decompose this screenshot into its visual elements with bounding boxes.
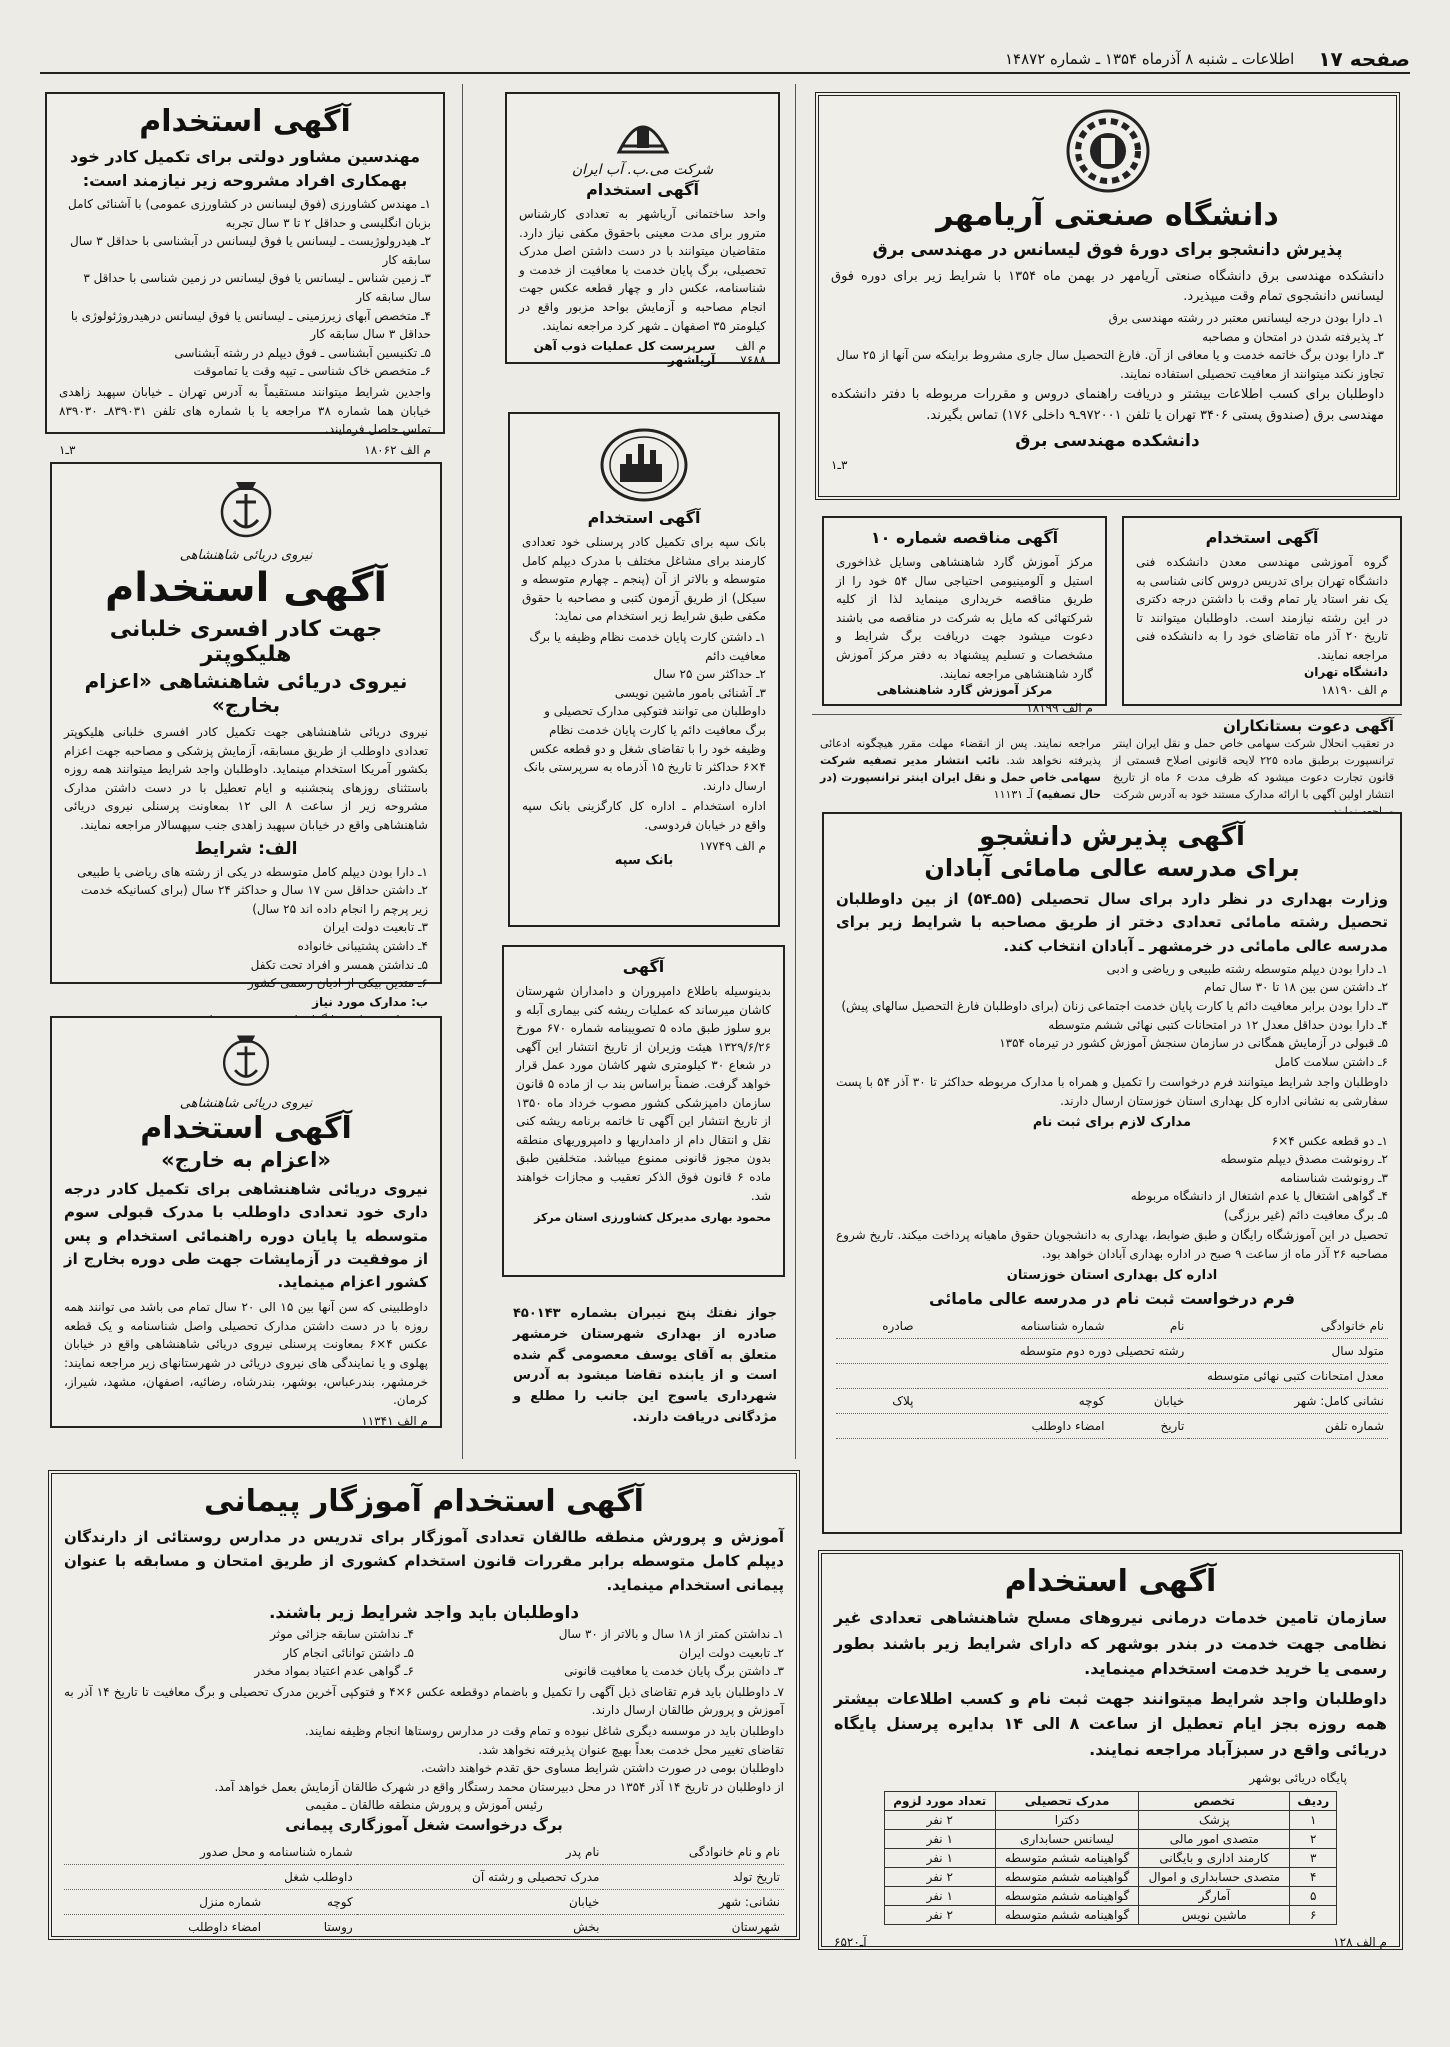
ad-lead: وزارت بهداری در نظر دارد برای سال تحصیلی (۵۵ـ۵۴) از بین داوطلبان تحصیل رشته مامائی تعدادی دختر از طریق مصاحبه با شرایط زیر برای مدرسه عالی مامائی در خرمشهر ـ آبادان انتخاب کند. [836, 890, 1388, 955]
list-item: ۵ـ قبولی در آزمایش همگانی در سازمان سنجش آموزش کشور در تیرماه ۱۳۵۴ [999, 1036, 1388, 1051]
list-item: ۳ـ دارا بودن برگ خاتمه خدمت و یا معافی از آن. فارغ التحصیل سال جاری مشروط براینکه سن آنها از ۲۵ سال تجاوز نکند میتوانند از معافیت تحصیلی استفاده نمایند. [836, 348, 1384, 381]
ad-signature: سرپرست کل عملیات ذوب آهن آریاشهر [533, 339, 716, 368]
ad-body: داوطلبینی که سن آنها بین ۱۵ الی ۲۰ سال تمام می باشد می توانند همه روزه با در دست داشتن مدارک تحصیلی واصل شناسنامه و یک قطعه عکس ۴×۶ بمعاونت پرسنلی نیروی دریائی شاهنشاهی واقع در خیابان پهلوی و یا نمایندگی های نیروی دریائی در شهرستانهای زیر مراجعه نمایند: خرمشهر، بندرعباس، بوشهر، بندرشاه، رضائیه، اصفهان، مشهد، شیراز، کرمان. [64, 1300, 429, 1408]
form-field[interactable]: پلاک [836, 1388, 918, 1413]
list-item: ۶ـ متخصص خاک شناسی ـ تیپه وقت یا تماموقت [193, 364, 431, 379]
ad-signature: اداره کل بهداری استان خوزستان [1006, 1267, 1218, 1283]
ad-ref: م الف ۱۷۷۴۹ [699, 838, 766, 853]
ad-body: مرکز آموزش گارد شاهنشاهی وسایل غذاخوری استیل و آلومینیومی احتیاجی سال ۵۴ خود را از طریق مناقصه خریداری مینماید لذا از کلیه شرکتهائی که مایل به شرکت در مناقصه می باشند دعوت میشود جهت دریافت برگ شرایط و مشخصات و تسلیم پیشنهاد به دفتر مرکز آموزش گارد شاهنشاهی مراجعه نمایند. [836, 555, 1093, 681]
table-cell: ۳ [1290, 1848, 1337, 1867]
ad-creditors [812, 714, 1402, 804]
form-title: فرم درخواست ثبت نام در مدرسه عالی مامائی [929, 1288, 1295, 1308]
ad-body: نیروی دریائی شاهنشاهی جهت تکمیل کادر افسری خلبانی هلیکوپتر تعدادی داوطلب از طریق مسابقه، آزمایش پزشکی و مصاحبه جهت اعزام بکشور آمریکا استخدام مینماید. داوطلبان واجد شرایط میتوانند همه روزه باستثنای روزهای پنجشنبه و ایام تعطیل با در دست داشتن مدارک مشروحه زیر از ساعت ۸ الی ۱۲ بمعاونت پرسنلی نیروی دریائی شاهنشاهی واقع در خیابان سپهبد زاهدی جنب سپهسالار مراجعه نمایند. [64, 725, 428, 832]
ad-body: گروه آموزشی مهندسی معدن دانشکده فنی دانشگاه تهران برای تدریس دروس کانی شناسی به یک نفر استاد یار تمام وقت با داشتن درجه دکتری در این رشته نیازمند است. داوطلبان میتوانند تا تاریخ ۲۰ آذر ماه تقاضای خود را به دانشکده فنی مراجعه نمایند. [1136, 555, 1388, 662]
table-cell: ۱ [1290, 1810, 1337, 1829]
form-field[interactable]: صادره [836, 1314, 918, 1339]
table-cell: ۵ [1290, 1886, 1337, 1905]
ad-footer: واجدین شرایط میتوانند مستقیماً به آدرس تهران ـ خیابان سپهبد زاهدی خیابان هما شماره ۳۸ مراجعه یا با شماره های تلفن ۸۳۹۰۳۱ـ ۸۳۹۰۳۰ تماس حاصل فرمایند. [59, 384, 431, 437]
list-item: ۷ـ داوطلبان باید فرم تقاضای ذیل آگهی را تکمیل و باضمام دوقطعه عکس ۶×۴ و فتوکپی آخرین مدرک تحصیلی و برگ معافیت تا تاریخ ۱۴ آذر به آموزش و پرورش طالقان ارسال دارند. [64, 1684, 784, 1718]
conditions-title: الف: شرایط [194, 838, 298, 859]
ad-intro: دانشکده مهندسی برق دانشگاه صنعتی آریامهر در بهمن ماه ۱۳۵۴ با شرایط زیر برای دوره فوق لیسانس دانشجوی تمام وقت میپذیرد. [831, 268, 1384, 304]
note-item: از داوطلبان در تاریخ ۱۴ آذر ۱۳۵۴ در محل دبیرستان محمد رستگار واقع در شهرک طالقان آزمایش بعمل خواهد آمد. [214, 1779, 784, 1794]
note-item: داوطلبان بومی در صورت داشتن شرایط مساوی حق تقدم خواهند داشت. [420, 1761, 784, 1776]
form-field[interactable]: خیابان [357, 1890, 604, 1915]
list-item: ۲ـ پذیرفته شدن در امتحان و مصاحبه [1202, 329, 1384, 344]
ad-title: آگهی استخدام [104, 565, 388, 611]
form-field[interactable]: بخش [357, 1915, 604, 1940]
ad-signature: بانک سپه [614, 852, 674, 868]
form-field[interactable]: معدل امتحانات کتبی نهائی متوسطه [836, 1363, 1388, 1388]
form-title: برگ درخواست شغل آموزگاری پیمانی [285, 1816, 563, 1835]
ad-body: جواز نفتك پنج نيبران بشماره ۴۵۰۱۴۳ صادره از بهداری شهرستان خرمشهر متعلق به آقای یوسف معصومی گم شده است و از یابنده تقاضا میشود به آدرس شهرداری یاسوج این جانب را مطلع و مژدگانی دریافت دارند. [513, 1306, 777, 1425]
table-row [884, 1905, 1336, 1924]
ad-body: داوطلبان واجد شرایط میتوانند جهت ثبت نام و کسب اطلاعات بیشتر همه روزه بجز ایام تعطیل از ساعت ۸ الی ۱۴ بدایره پرسنل پایگاه دریائی واقع در سبزآباد مراجعه نمایند. [834, 1688, 1387, 1759]
table-cell: پزشک [1139, 1810, 1290, 1829]
table-cell: ۱ نفر [884, 1886, 995, 1905]
list-item: ۱ـ دارا بودن درجه لیسانس معتبر در رشته مهندسی برق [1108, 311, 1384, 326]
table-cell: ۶ [1290, 1905, 1337, 1924]
conditions-title: داوطلبان باید واجد شرایط زیر باشند. [268, 1603, 580, 1623]
page-number: صفحه ۱۷ [1318, 47, 1410, 71]
form-field[interactable]: شهرستان [603, 1915, 784, 1940]
list-item: ۵ـ نداشتن همسر و افراد تحت تکفل [250, 957, 428, 972]
ad-title: آگهی استخدام [139, 104, 351, 139]
university-gear-emblem-icon [1065, 108, 1151, 194]
ad-aryamehr [815, 92, 1400, 500]
ad-water-company [505, 92, 780, 368]
emblem-caption: نیروی دریائی شاهنشاهی [179, 548, 313, 563]
list-item: ۶ـ گواهی عدم اعتیاد بمواد مخدر [254, 1664, 414, 1679]
list-item: ۱ـ دو قطعه عکس ۴×۶ [1271, 1133, 1388, 1148]
ad-tehran-university [1122, 516, 1402, 706]
table-row [884, 1886, 1336, 1905]
ad-title-2: برای مدرسه عالی مامائی آبادان [924, 854, 1300, 882]
ad-ref: م الف ۷۶۸۸ [735, 339, 766, 368]
ad-ref: آـ ۱۱۱۳۱ [993, 788, 1033, 802]
ad-ref: م الف ۱۸۱۹۹ [1026, 701, 1093, 716]
ad-subtitle: جهت کادر افسری خلبانی هلیکوپتر [109, 617, 383, 667]
table-cell: ۱ نفر [884, 1829, 995, 1848]
table-cell: گواهینامه ششم متوسطه [995, 1886, 1139, 1905]
navy-anchor-emblem-icon [218, 476, 274, 544]
form-field[interactable]: نشانی: شهر [603, 1890, 784, 1915]
page-header [40, 46, 1410, 74]
ad-title: آگهی دعوت بستانکاران [1222, 717, 1394, 735]
list-item: ۶ـ داشتن سلامت کامل [1274, 1054, 1388, 1069]
ad-title: آگهی پذیرش دانشجو [979, 822, 1245, 852]
ad-livestock-notice [502, 945, 785, 1277]
ad-signature: نائب انتشار مدیر تصفیه شرکت سهامی خاص حمل و نقل ایران اینتر ترانسپورت (در حال تصفیه) [820, 754, 1101, 802]
ad-footer: اداره استخدام ـ اداره کل کارگزینی بانک سپه واقع در خیابان فردوسی. [522, 799, 766, 832]
ad-body: داوطلبان واجد شرایط میتوانند فرم درخواست را تکمیل و همراه با مدارک مربوطه حداکثر تا ۳۰ آذر ۵۴ با پست سفارشی به نشانی اداره کل بهداری استان خوزستان ارسال دارند. [836, 1075, 1388, 1108]
ad-subtitle: پذیرش دانشجو برای دورهٔ فوق لیسانس در مهندسی برق [872, 240, 1343, 260]
ad-subtitle: «اعزام به خارج» [161, 1148, 331, 1172]
form-field[interactable]: نام و نام خانوادگی [603, 1840, 784, 1865]
list-item: ۴ـ داشتن پشتیبانی خانواده [297, 938, 428, 953]
list-item: ۵ـ داشتن توانائی انجام کار [283, 1645, 414, 1660]
form-field[interactable]: کوچه [265, 1890, 357, 1915]
form-field[interactable]: شماره تلفن [1188, 1413, 1388, 1438]
form-field[interactable]: امضاء داوطلب [836, 1413, 1109, 1438]
form-field[interactable]: روستا [265, 1915, 357, 1940]
ad-consultants [45, 92, 445, 457]
list-item: ۵ـ تکنیسین آبشناسی ـ فوق دیپلم در رشته آبشناسی [174, 345, 431, 360]
ad-title: آگهی استخدام [587, 508, 701, 527]
form-field[interactable]: نام خانوادگی [1188, 1314, 1388, 1339]
table-cell: ۴ [1290, 1867, 1337, 1886]
form-field[interactable]: داوطلب شغل [64, 1865, 357, 1890]
column-divider [795, 84, 796, 1459]
ad-body: بدینوسیله باطلاع دامپروران و دامداران شهرستان کاشان میرساند که عملیات ریشه کنی بیماری آبله و برو سلوز طبق ماده ۵ تصویبنامه شماره ۶۷۰ مورخ ۱۳۲۹/۶/۲۶ هیئت وزیران از تاریخ انتشار این آگهی در شعاع ۳۰ کیلومتری شهر کاشان مورد عمل قرار خواهد گرفت. ضمناً براساس بند ب از ماده ۵ قانون سازمان دامپزشکی کشور مصوب خرداد ماه ۱۳۵۰ از تاریخ انتشار این آگهی تا خاتمه برنامه ریشه کنی نقل و انتقال دام از دامداریها و دامپروریهای منطقه بدون مجوز قانونی ممنوع میباشد. متخلفین طبق ماده ۶ قانون فوق الذکر تعقیب و مجازات خواهند شد. [516, 984, 772, 1203]
ad-title: آگهی استخدام [586, 180, 699, 199]
ad-title: آگهی استخدام آموزگار پیمانی [204, 1484, 644, 1519]
form-field[interactable]: شماره شناسنامه [918, 1314, 1109, 1339]
docs-title: مدارک لازم برای ثبت نام [1032, 1114, 1192, 1130]
ad-title: آگهی استخدام [1205, 528, 1319, 547]
list-item: ۳ـ دارا بودن برابر معافیت دائم یا کارت پایان خدمت اجتماعی زنان (برای داوطلبان فارغ التحصیل سالهای پیش) [841, 998, 1388, 1013]
list-item: ۴ـ متخصص آبهای زیرزمینی ـ لیسانس یا فوق لیسانس درهیدروژئولوژی با حداقل ۳ سال سابقه کار [70, 308, 431, 342]
emblem-caption: نیروی دریائی شاهنشاهی [179, 1096, 313, 1111]
table-cell: ۲ [1290, 1829, 1337, 1848]
table-header: مدرک تحصیلی [995, 1791, 1139, 1810]
table-caption: پایگاه دریائی بوشهر [1249, 1770, 1347, 1785]
ad-body: واحد ساختمانی آریاشهر به تعدادی کارشناس مترور برای مدت معینی باحقوق مکفی نیاز دارد. متقاضیان میتوانند با در دست داشتن اصل مدرک تحصیلی، برگ پایان خدمت یا معافیت از خدمت و شناسنامه، عکس دار و چهار قطعه عکس جهت انجام مصاحبه و آزمایش بواحد مزبور واقع در کیلومتر ۳۵ اصفهان ـ شهر کرد مراجعه نمایند. [519, 207, 766, 333]
list-item: داوطلبان می توانند فتوکپی مدارک تحصیلی و برگ معافیت دائم یا کارت پایان خدمت نظام وظیفه خود را با تقاضای شغل و دو قطعه عکس ۴×۶ حداکثر تا تاریخ ۱۵ آذرماه به سرپرستی بانک ارسال دارند. [523, 704, 766, 793]
table-cell: گواهینامه ششم متوسطه [995, 1867, 1139, 1886]
note-item: تقاضای تغییر محل خدمت بعداً بهیچ عنوان پذیرفته نخواهد شد. [478, 1742, 784, 1757]
ad-subtitle-2: نیروی دریائی شاهنشاهی «اعزام بخارج» [84, 669, 408, 717]
form-field[interactable]: خیابان [1109, 1388, 1189, 1413]
list-item: ۱ـ دارا بودن دیپلم کامل متوسطه در یکی از رشته های ریاضی یا طبیعی [77, 864, 428, 879]
ad-title: آگهی استخدام [140, 1111, 352, 1146]
list-item: ۲ـ حداکثر سن ۲۵ سال [653, 667, 766, 682]
list-item: ۳ـ رونوشت شناسنامه [1279, 1170, 1388, 1185]
list-item: ۲ـ داشتن حداقل سن ۱۷ سال و حداکثر ۲۴ سال (برای کسانیکه خدمت زیر پرچم را انجام داده اند ۲۵ سال) [80, 883, 428, 916]
ad-signature: محمود بهاری مدیرکل کشاورزی استان مرکز [534, 1211, 771, 1225]
form-field[interactable]: نام پدر [357, 1840, 604, 1865]
ad-bank-sepah [508, 412, 780, 927]
ad-signature: مرکز آموزش گارد شاهنشاهی [876, 683, 1053, 698]
table-header: تخصص [1139, 1791, 1290, 1810]
table-row [884, 1867, 1336, 1886]
form-field[interactable]: مدرک تحصیلی و رشته آن [357, 1865, 604, 1890]
note-item: داوطلبان باید در موسسه دیگری شاغل نبوده و تمام وقت در مدارس روستاها انجام وظیفه نمایند. [304, 1723, 784, 1738]
ad-ref: م الف ۱۲۸ [1333, 1934, 1387, 1949]
ad-midwifery-school [822, 812, 1402, 1534]
list-item: ۳ـ آشنائی بامور ماشین نویسی [614, 685, 766, 700]
table-cell: ماشین نویس [1139, 1905, 1290, 1924]
ad-ref: م الف ۱۱۳۴۱ [361, 1413, 428, 1428]
ad-tender [822, 516, 1107, 716]
ad-tail: تحصیل در این آموزشگاه رایگان و طبق ضوابط، بهداری به دانشجویان حقوق ماهیانه پرداخت میکند. تاریخ شروع مصاحبه ۲۶ آذر ماه از ساعت ۹ صبح در اداره بهداری آبادان خواهد بود. [836, 1228, 1388, 1262]
bank-emblem-icon [598, 426, 690, 504]
table-cell: دکترا [995, 1810, 1139, 1829]
form-field[interactable]: کوچه [918, 1388, 1109, 1413]
form-field[interactable]: نشانی کامل: شهر [1188, 1388, 1388, 1413]
ad-title: دانشگاه صنعتی آریامهر [936, 198, 1279, 233]
form-field[interactable]: تاریخ تولد [603, 1865, 784, 1890]
list-item: ۱ـ مهندس کشاورزی (فوق لیسانس در کشاورزی عمومی) با آشنائی کامل بزبان انگلیسی و حداقل ۲ تا ۳ سال تجربه [68, 197, 431, 230]
ad-title: آگهی استخدام [1004, 1564, 1217, 1599]
list-item: ۳ـ داشتن برگ پایان خدمت یا معافیت قانونی [564, 1664, 784, 1679]
form-field[interactable]: شماره منزل [64, 1890, 265, 1915]
form-field[interactable]: متولد سال [1188, 1338, 1388, 1363]
navy-anchor-emblem-icon [220, 1030, 272, 1092]
list-item: ۵ـ برگ معافیت دائم (غیر برزگی) [1223, 1207, 1388, 1222]
ad-signature: دانشگاه تهران [1304, 664, 1388, 679]
ad-lead: نیروی دریائی شاهنشاهی برای تکمیل کادر درجه داری خود تعدادی داوطلب با مدرک قبولی سوم متوسطه یا پایان دوره راهنمائی استخدام و پس از موفقیت در آزمایشات جهت طی دوره بخارج از کشور اعزام مینماید. [64, 1180, 428, 1291]
ad-navy-helicopter [50, 462, 442, 1009]
list-item: ۶ـ متدین بیکی از ادیان رسمی کشور [247, 976, 428, 991]
ad-navy-abroad [50, 1016, 442, 1428]
ad-ref-run: آـ۶۵۲۰ [834, 1934, 867, 1949]
ad-medical-services [818, 1550, 1403, 1950]
list-item: ۴ـ نداشتن سابقه جزائی موثر [270, 1627, 414, 1641]
table-cell: متصدی امور مالی [1139, 1829, 1290, 1848]
table-cell: کارمند اداری و بایگانی [1139, 1848, 1290, 1867]
registration-form [836, 1314, 1388, 1439]
list-item: ۳ـ تابعیت دولت ایران [323, 920, 428, 935]
issue-info: اطلاعات ـ شنبه ۸ آذرماه ۱۳۵۴ ـ شماره ۱۴۸۷۲ [1004, 50, 1295, 68]
staff-table [884, 1791, 1337, 1925]
table-row [884, 1810, 1336, 1829]
list-item: ۲ـ داشتن سن بین ۱۸ تا ۳۰ سال تمام [1204, 980, 1388, 995]
list-item: ۱ـ داشتن کارت پایان خدمت نظام وظیفه یا برگ معافیت دائم [529, 629, 766, 663]
list-item: ۴ـ گواهی اشتغال یا عدم اشتغال از دانشگاه مربوطه [1130, 1189, 1388, 1204]
table-cell: گواهینامه ششم متوسطه [995, 1848, 1139, 1867]
ad-ref-run: ۳ـ۱ [59, 442, 76, 457]
table-row [884, 1848, 1336, 1867]
ad-title: آگهی [622, 957, 665, 976]
company-name: شرکت می.ب. آب ایران [571, 162, 714, 178]
table-header: ردیف [1290, 1791, 1337, 1810]
company-logo-icon [613, 106, 673, 158]
table-cell: گواهینامه ششم متوسطه [995, 1905, 1139, 1924]
list-item: ب: مدارک مورد نیاز [312, 994, 428, 1009]
list-item: ۱ـ دارا بودن دیپلم متوسطه رشته طبیعی و ریاضی و ادبی [1106, 961, 1388, 976]
form-field[interactable]: نام [1109, 1314, 1189, 1339]
list-item: ۲ـ تابعیت دولت ایران [679, 1645, 784, 1660]
list-item: ۲ـ رونوشت مصدق دیپلم متوسطه [1220, 1152, 1388, 1167]
ad-title: آگهی مناقصه شماره ۱۰ [870, 528, 1059, 547]
ad-contract-teachers [48, 1470, 800, 1940]
form-field[interactable]: رشته تحصیلی دوره دوم متوسطه [836, 1338, 1188, 1363]
ad-ref: ۳ـ۱ [831, 457, 848, 472]
table-cell: لیسانس حسابداری [995, 1829, 1139, 1848]
table-cell: متصدی حسابداری و اموال [1139, 1867, 1290, 1886]
application-form [64, 1840, 784, 1940]
table-cell: ۱ نفر [884, 1848, 995, 1867]
table-cell: ۲ نفر [884, 1867, 995, 1886]
list-item: ۳ـ زمین شناس ـ لیسانس یا فوق لیسانس در زمین شناسی با حداقل ۳ سال سابقه کار [83, 271, 431, 304]
ad-footer: داوطلبان برای کسب اطلاعات بیشتر و دریافت راهنمای دروس و مقررات مربوطه با دفتر دانشکده مهندسی برق (صندوق پستی ۳۴۰۶ تهران یا تلفن ۹۷۲۰۰۱ـ۹ داخلی ۱۷۶) تماس بگیرند. [831, 387, 1384, 423]
table-header: تعداد مورد لزوم [884, 1791, 995, 1810]
ad-note: مراجعه نمایند. پس از انقضاء مهلت مقرر هیچگونه ادعائی پذیرفته نخواهد شد. [820, 737, 1102, 768]
ad-ref: م الف ۱۸۱۹۰ [1321, 682, 1388, 697]
ad-subtitle: مهندسین مشاور دولتی برای تکمیل کادر خود بهمکاری افراد مشروحه زیر نیازمند است: [69, 147, 421, 190]
ad-lead: سازمان تامین خدمات درمانی نیروهای مسلح شاهنشاهی تعدادی غیر نظامی جهت خدمت در بندر بوشهر که دارای شرایط زیر باشند بطور رسمی یا خرید خدمت استخدام مینماید. [834, 1608, 1387, 1679]
column-divider [462, 84, 463, 1459]
list-item: ۱ـ نداشتن کمتر از ۱۸ سال و بالاتر از ۳۰ سال [558, 1627, 784, 1641]
form-field[interactable]: شماره شناسنامه و محل صدور [64, 1840, 357, 1865]
ad-lost-permit [505, 1298, 785, 1428]
table-cell: ۲ نفر [884, 1905, 995, 1924]
ad-intro: بانک سپه برای تکمیل کادر پرسنلی خود تعدادی کارمند برای مشاغل مختلف با مدرک دیپلم کامل متوسطه و بالاتر از آن (پنجم ـ چهارم متوسطه و سیکل) از طریق آزمون کتبی و مصاحبه با حقوق مکفی طبق شرایط زیر استخدام می نماید: [522, 535, 766, 624]
ad-ref: م الف ۱۸۰۶۲ [364, 442, 431, 457]
table-cell: آمارگر [1139, 1886, 1290, 1905]
table-cell: ۲ نفر [884, 1810, 995, 1829]
ad-lead: آموزش و پرورش منطقه طالقان تعدادی آموزگار برای تدریس در مدارس روستائی از دارندگان دیپلم کامل متوسطه برابر مقررات قانون استخدام کشوری از طریق امتحان و مسابقه با عنوان پیمانی استخدام مینماید. [64, 1528, 784, 1594]
list-item: ۴ـ دارا بودن حداقل معدل ۱۲ در امتحانات کتبی نهائی ششم متوسطه [1048, 1017, 1388, 1032]
form-field[interactable]: امضاء داوطلب [64, 1915, 265, 1940]
table-row [884, 1829, 1336, 1848]
ad-body: در تعقیب انحلال شرکت سهامی خاص حمل و نقل ایران اینتر ترانسپورت برطبق ماده ۲۲۵ لایحه قانونی اصلاح قسمتی از قانون تجارت دعوت میشود که ظرف مدت ۶ ماه از تاریخ انتشار اولین آگهی با ارائه مدارک مستند خود به آدرس شرکت [1113, 737, 1394, 802]
form-field[interactable]: تاریخ [1109, 1413, 1189, 1438]
ad-signature: رئیس آموزش و پرورش منطقه طالقان ـ مقیمی [305, 1798, 543, 1813]
ad-signature: دانشکده مهندسی برق [1015, 430, 1200, 451]
list-item: ۲ـ هیدرولوژیست ـ لیسانس یا فوق لیسانس در آبشناسی با حداقل ۳ سال سابقه کار [70, 234, 431, 267]
